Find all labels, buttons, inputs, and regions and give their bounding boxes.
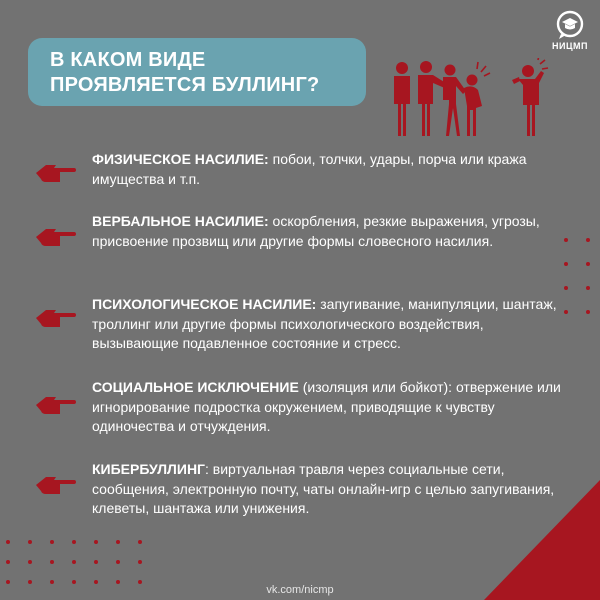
item-text (92, 378, 572, 437)
item-term: СОЦИАЛЬНОЕ ИСКЛЮЧЕНИЕ (92, 379, 299, 395)
pointing-hand-icon (34, 392, 76, 414)
footer-link[interactable]: vk.com/nicmp (266, 584, 334, 596)
pointing-hand-icon (34, 472, 76, 494)
item-term: КИБЕРБУЛЛИНГ (92, 461, 205, 477)
page-title: В КАКОМ ВИДЕ ПРОЯВЛЯЕТСЯ БУЛЛИНГ? (50, 49, 320, 96)
title-box (28, 38, 366, 106)
item-text (92, 295, 572, 354)
pointing-hand-icon (34, 160, 76, 182)
pointing-hand-icon (34, 224, 76, 246)
item-description: запугивание, манипуляции, шантаж, троллинг или другие формы психологического воздействия, вызывающие подавленное состояние и стресс. (92, 296, 557, 351)
item-description: побои, толчки, удары, порча или кража имущества и т.п. (92, 151, 527, 187)
pointing-hand-icon (34, 305, 76, 327)
dot-grid-bottom-left (6, 540, 156, 585)
item-term: ВЕРБАЛЬНОЕ НАСИЛИЕ: (92, 213, 269, 229)
bullying-group-icon (388, 58, 558, 140)
logo (550, 10, 590, 51)
dot-grid-right (564, 238, 594, 318)
logo-text: НИЦМП (551, 41, 588, 51)
item-description: : виртуальная травля через социальные сети, сообщения, электронную почту, чаты онлайн-игр с целью запугивания, клеветы, шантажа или унижения. (92, 461, 555, 516)
item-text (92, 212, 572, 251)
graduation-cap-bubble-icon (555, 10, 585, 40)
item-description: (изоляция или бойкот): отвержение или игнорирование подростка окружением, приводящие к чувству одиночества и отчуждения. (92, 379, 561, 434)
item-text (92, 150, 572, 189)
item-text (92, 460, 572, 519)
item-term: ПСИХОЛОГИЧЕСКОЕ НАСИЛИЕ: (92, 296, 317, 312)
item-description: оскорбления, резкие выражения, угрозы, присвоение прозвищ или другие формы словесного насилия. (92, 213, 540, 249)
item-term: ФИЗИЧЕСКОЕ НАСИЛИЕ: (92, 151, 269, 167)
